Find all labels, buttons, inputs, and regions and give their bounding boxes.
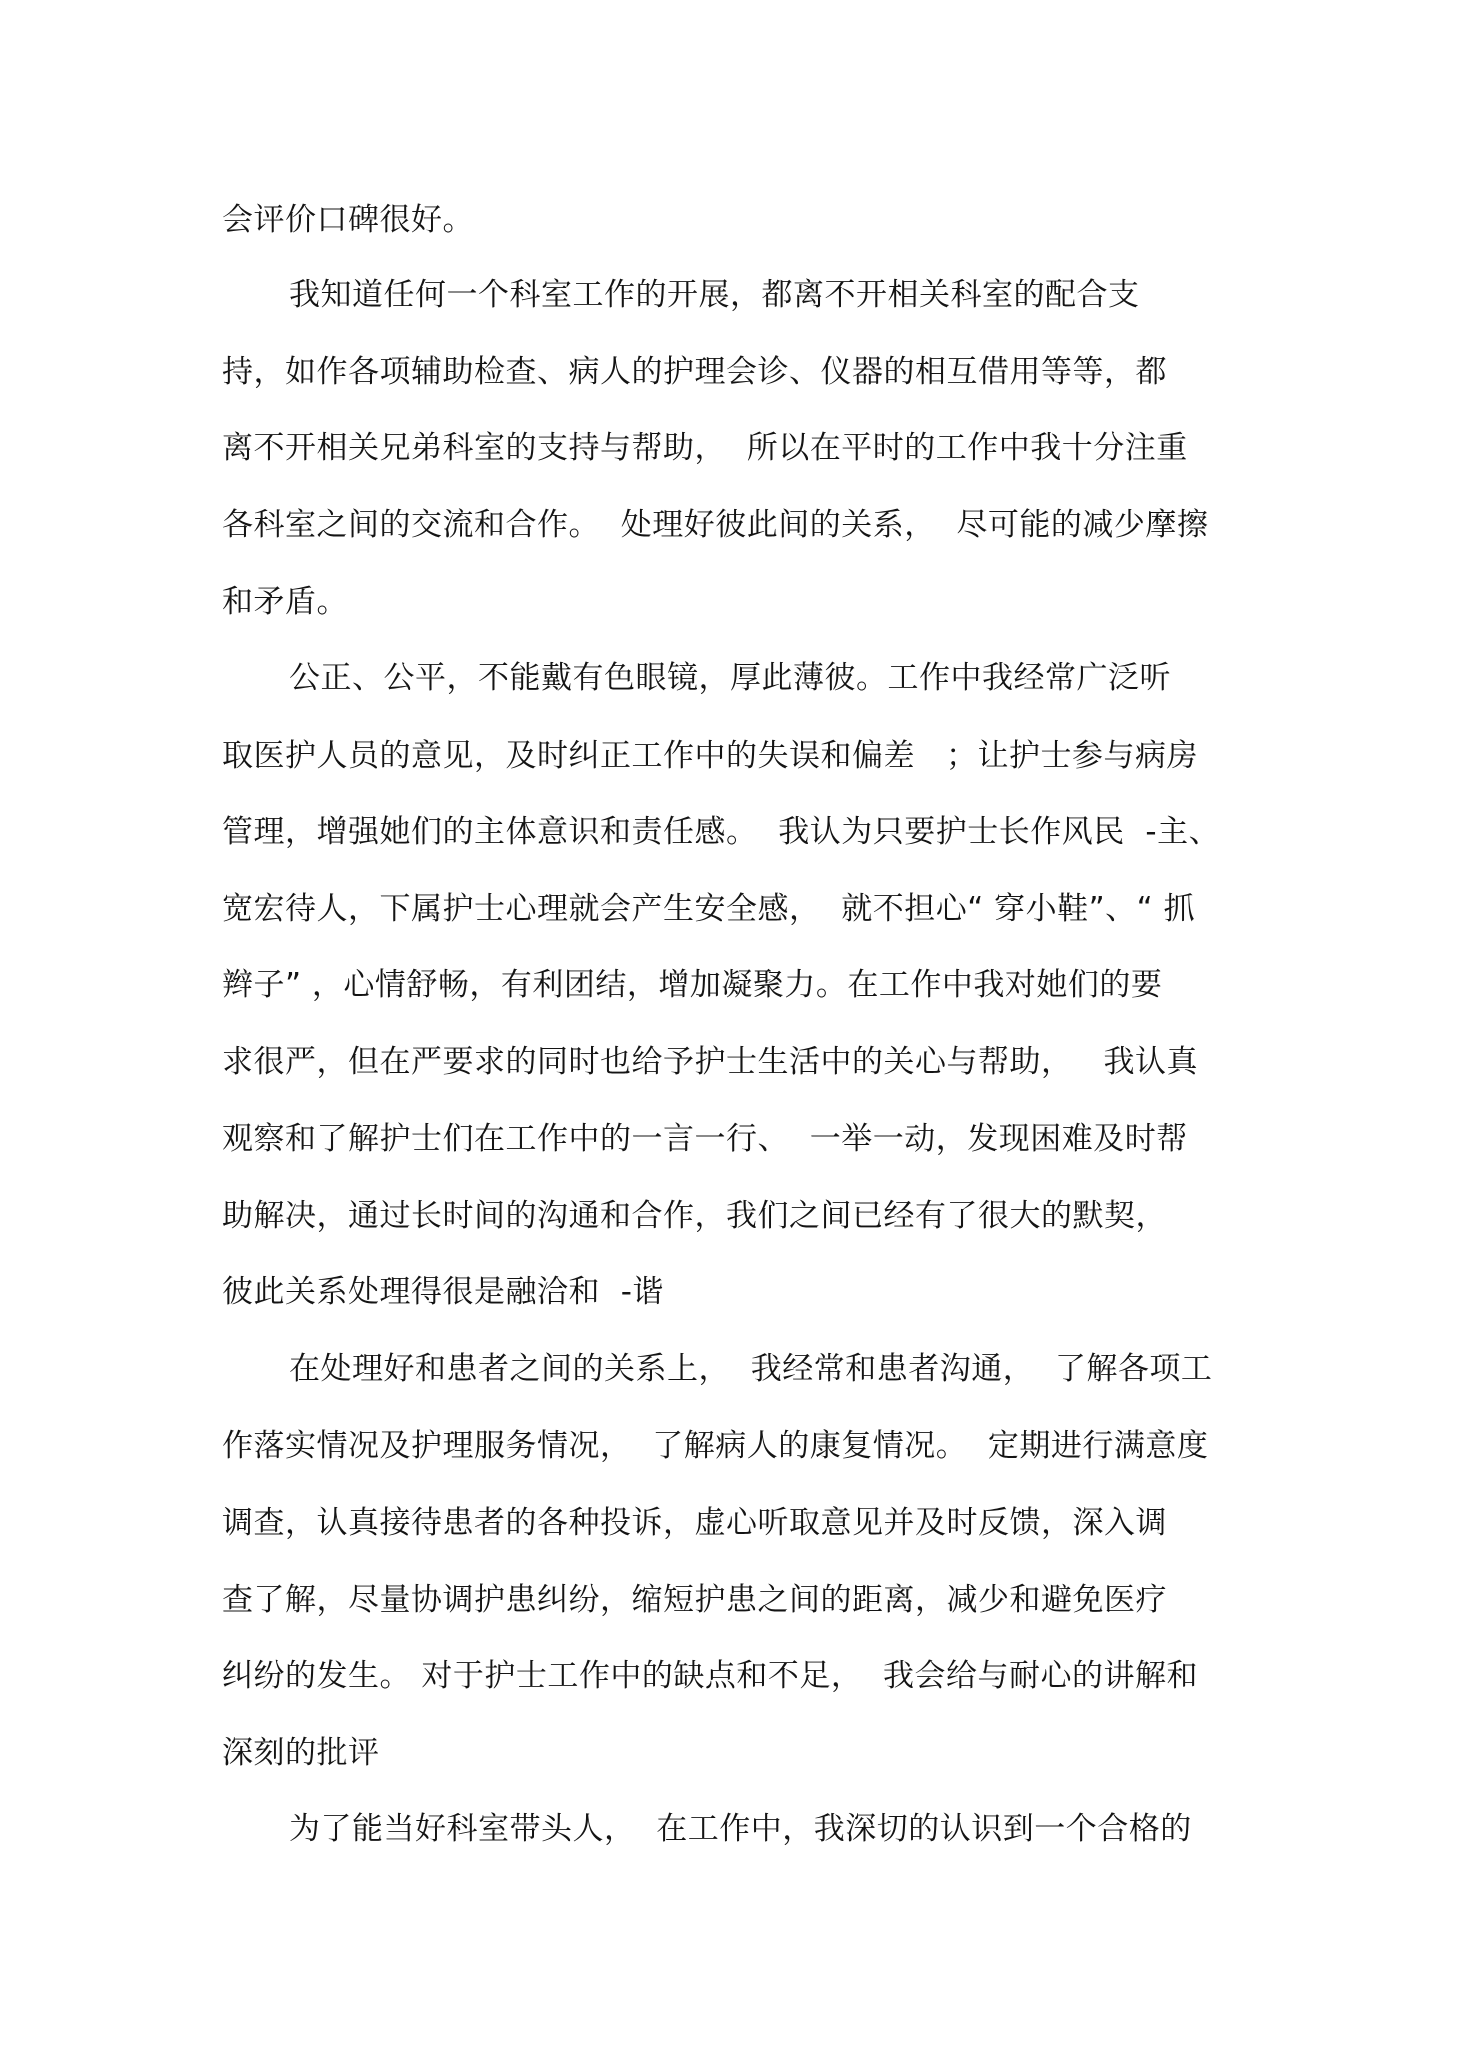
text-line: 取医护人员的意见，及时纠正工作中的失误和偏差 ；让护士参与病房 [222, 738, 1199, 774]
text-line: 会评价口碑很好。 [222, 202, 474, 238]
text-line: 在处理好和患者之间的关系上， 我经常和患者沟通， 了解各项工 [289, 1351, 1213, 1387]
text-line: 持，如作各项辅助检查、病人的护理会诊、仪器的相互借用等等，都 [222, 354, 1167, 390]
text-line: 彼此关系处理得很是融洽和 -谐 [222, 1274, 664, 1310]
text-line: 求很严，但在严要求的同时也给予护士生活中的关心与帮助， 我认真 [222, 1044, 1199, 1080]
text-line: 作落实情况及护理服务情况， 了解病人的康复情况。 定期进行满意度 [222, 1428, 1209, 1464]
text-line: 各科室之间的交流和合作。 处理好彼此间的关系， 尽可能的减少摩擦 [222, 507, 1209, 543]
text-line: 辫子” ，心情舒畅，有利团结，增加凝聚力。在工作中我对她们的要 [222, 967, 1163, 1003]
text-line: 纠纷的发生。 对于护士工作中的缺点和不足， 我会给与耐心的讲解和 [222, 1658, 1199, 1694]
text-line: 调查，认真接待患者的各种投诉，虚心听取意见并及时反馈，深入调 [222, 1505, 1167, 1541]
text-line: 助解决，通过长时间的沟通和合作，我们之间已经有了很大的默契， [222, 1198, 1167, 1234]
text-line: 查了解，尽量协调护患纠纷，缩短护患之间的距离，减少和避免医疗 [222, 1582, 1167, 1618]
text-line: 离不开相关兄弟科室的支持与帮助， 所以在平时的工作中我十分注重 [222, 430, 1188, 466]
text-line: 管理，增强她们的主体意识和责任感。 我认为只要护士长作风民 -主、 [222, 814, 1221, 850]
text-line: 为了能当好科室带头人， 在工作中，我深切的认识到一个合格的 [289, 1811, 1192, 1847]
text-line: 公正、公平，不能戴有色眼镜，厚此薄彼。工作中我经常广泛听 [289, 660, 1171, 696]
text-line: 观察和了解护士们在工作中的一言一行、 一举一动，发现困难及时帮 [222, 1121, 1188, 1157]
text-line: 深刻的批评 [222, 1735, 380, 1771]
text-line: 我知道任何一个科室工作的开展，都离不开相关科室的配合支 [289, 277, 1140, 313]
text-line: 宽宏待人，下属护士心理就会产生安全感， 就不担心“ 穿小鞋”、“ 抓 [222, 891, 1196, 927]
text-line: 和矛盾。 [222, 584, 348, 620]
